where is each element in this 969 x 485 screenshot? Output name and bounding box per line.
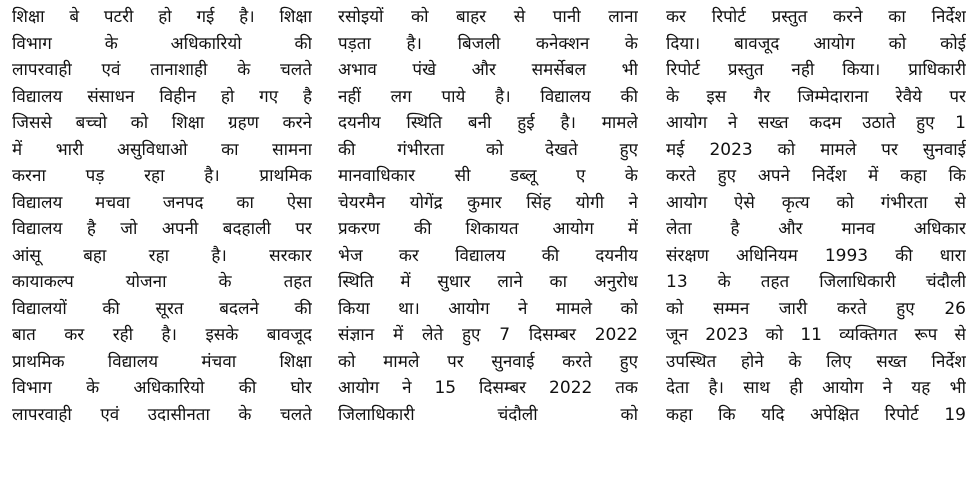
text-line: मानवाधिकार सी डब्लू ए के xyxy=(338,166,638,186)
text-line: करते हुए अपने निर्देश में कहा कि xyxy=(666,166,966,186)
text-line: बात कर रही है। इसके बावजूद xyxy=(12,325,312,345)
text-line: को मामले पर सुनवाई करते हुए xyxy=(338,351,638,372)
text-line: कहा कि यदि अपेक्षित रिपोर्ट 19 xyxy=(666,404,966,425)
text-line: जून 2023 को 11 व्यक्तिगत रूप से xyxy=(666,325,966,345)
text-line: विभाग के अधिकारियो की घोर xyxy=(12,378,312,398)
text-line: रिपोर्ट प्रस्तुत नही किया। प्राधिकारी xyxy=(666,60,966,80)
text-line: प्राथमिक विद्यालय मंचवा शिक्षा xyxy=(12,351,312,372)
text-line: लेता है और मानव अधिकार xyxy=(666,219,966,239)
text-line: कायाकल्प योजना के तहत xyxy=(12,272,312,292)
text-line: विद्यालय है जो अपनी बदहाली पर xyxy=(12,219,312,239)
text-line: दयनीय स्थिति बनी हुई है। मामले xyxy=(338,113,638,133)
text-line: करना पड़ रहा है। प्राथमिक xyxy=(12,166,312,186)
text-line: उपस्थित होने के लिए सख्त निर्देश xyxy=(666,351,966,372)
text-line: आयोग ने 15 दिसम्बर 2022 तक xyxy=(338,378,638,398)
text-line: दिया। बावजूद आयोग को कोई xyxy=(666,33,966,54)
text-line: देता है। साथ ही आयोग ने यह भी xyxy=(666,378,966,398)
text-line: जिससे बच्चो को शिक्षा ग्रहण करने xyxy=(12,113,312,133)
text-line: मई 2023 को मामले पर सुनवाई xyxy=(666,139,966,160)
text-line: प्रकरण की शिकायत आयोग में xyxy=(338,219,638,239)
text-line: में भारी असुविधाओ का सामना xyxy=(12,139,312,160)
text-line: संज्ञान में लेते हुए 7 दिसम्बर 2022 xyxy=(338,325,638,345)
text-line: किया था। आयोग ने मामले को xyxy=(338,298,638,319)
text-line: की गंभीरता को देखते हुए xyxy=(338,139,638,160)
text-line: भेज कर विद्यालय की दयनीय xyxy=(338,245,638,266)
text-line: संरक्षण अधिनियम 1993 की धारा xyxy=(666,245,966,266)
text-line: कर रिपोर्ट प्रस्तुत करने का निर्देश xyxy=(666,7,966,27)
text-line: रसोइयों को बाहर से पानी लाना xyxy=(338,7,638,27)
text-line: विभाग के अधिकारियो की xyxy=(12,33,312,54)
text-line: शिक्षा बे पटरी हो गई है। शिक्षा xyxy=(12,7,312,27)
text-line: के इस गैर जिम्मेदाराना रेवैये पर xyxy=(666,86,966,107)
text-line: विद्यालय संसाधन विहीन हो गए है xyxy=(12,86,312,107)
text-line: विद्यालयों की सूरत बदलने की xyxy=(12,298,312,319)
text-line: को सम्मन जारी करते हुए 26 xyxy=(666,298,966,319)
text-column-3 xyxy=(666,4,966,485)
text-line: लापरवाही एवं उदासीनता के चलते xyxy=(12,404,312,425)
text-line: आयोग ऐसे कृत्य को गंभीरता से xyxy=(666,192,966,213)
text-line: जिलाधिकारी चंदौली को xyxy=(338,404,638,425)
text-line: नहीं लग पाये है। विद्यालय की xyxy=(338,86,638,107)
text-line: आंसू बहा रहा है। सरकार xyxy=(12,245,312,266)
text-line: आयोग ने सख्त कदम उठाते हुए 1 xyxy=(666,113,966,133)
text-line: पड़ता है। बिजली कनेक्शन के xyxy=(338,33,638,54)
text-column-1 xyxy=(12,4,312,485)
text-line: चेयरमैन योगेंद्र कुमार सिंह योगी ने xyxy=(338,192,638,213)
text-line: लापरवाही एवं तानाशाही के चलते xyxy=(12,60,312,80)
text-line: विद्यालय मचवा जनपद का ऐसा xyxy=(12,192,312,213)
text-line: 13 के तहत जिलाधिकारी चंदौली xyxy=(666,272,966,292)
text-line: अभाव पंखे और समर्सेबल भी xyxy=(338,60,638,80)
text-column-2 xyxy=(338,4,638,485)
text-line: स्थिति में सुधार लाने का अनुरोध xyxy=(338,272,638,292)
